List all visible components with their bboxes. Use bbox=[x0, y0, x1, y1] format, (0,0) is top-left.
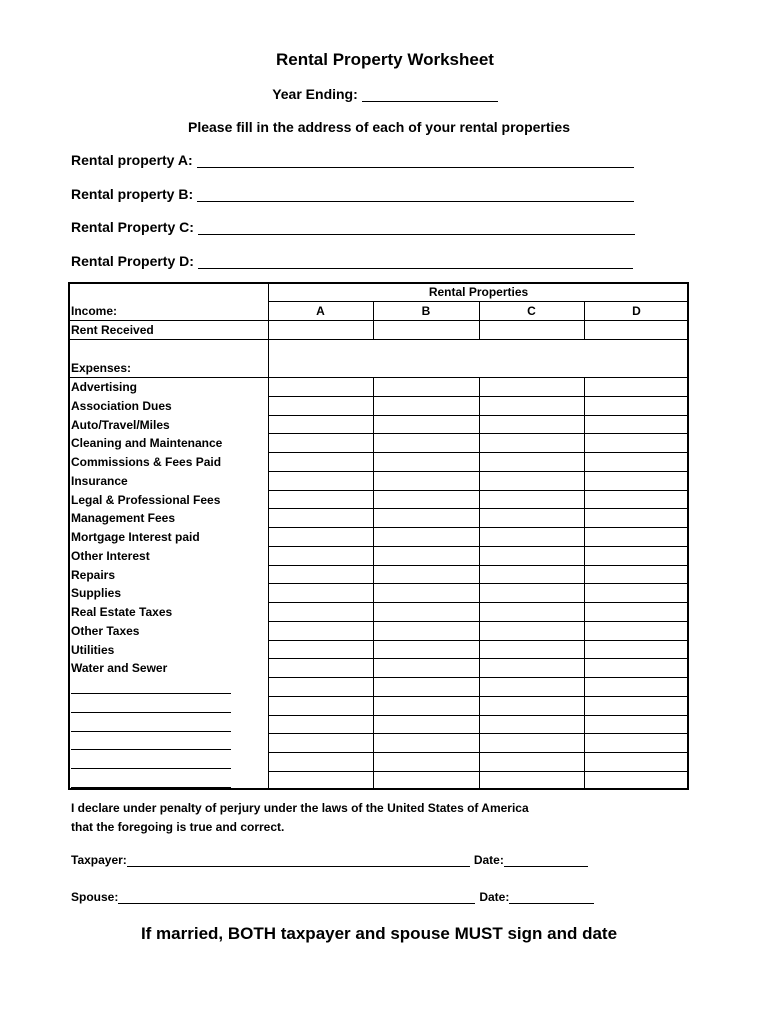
expense-cell-a[interactable] bbox=[268, 433, 373, 452]
expense-row-label: Management Fees bbox=[71, 511, 176, 526]
expense-cell-a[interactable] bbox=[268, 771, 373, 790]
expense-row-label: Repairs bbox=[71, 567, 116, 582]
expense-row-label: Real Estate Taxes bbox=[71, 605, 173, 619]
expense-cell-b[interactable] bbox=[373, 527, 479, 546]
expense-cell-c[interactable] bbox=[479, 546, 584, 565]
expense-cell-a[interactable] bbox=[268, 508, 373, 527]
property-d-row bbox=[71, 253, 633, 269]
rent-received-cell-a[interactable] bbox=[268, 320, 373, 339]
expense-cell-c[interactable] bbox=[479, 490, 584, 509]
taxpayer-date-field[interactable] bbox=[504, 854, 588, 867]
declaration-line-2: that the foregoing is true and correct. bbox=[71, 820, 285, 834]
expense-cell-b[interactable] bbox=[373, 490, 479, 509]
expense-cell-c[interactable] bbox=[479, 433, 584, 452]
expense-cell-a[interactable] bbox=[268, 677, 373, 696]
expense-cell-d[interactable] bbox=[584, 415, 689, 434]
expense-row-label: Utilities bbox=[71, 642, 115, 657]
expense-cell-b[interactable] bbox=[373, 433, 479, 452]
column-b-header: B bbox=[421, 304, 431, 318]
expense-cell-c[interactable] bbox=[479, 752, 584, 771]
expense-cell-d[interactable] bbox=[584, 490, 689, 509]
expense-cell-c[interactable] bbox=[479, 377, 584, 396]
expense-cell-b[interactable] bbox=[373, 715, 479, 734]
property-a-row bbox=[71, 152, 634, 168]
expense-cell-c[interactable] bbox=[479, 677, 584, 696]
expense-row-label: Insurance bbox=[71, 473, 128, 488]
custom-expense-label-field[interactable] bbox=[71, 749, 231, 750]
expense-cell-b[interactable] bbox=[373, 602, 479, 621]
expense-cell-b[interactable] bbox=[373, 583, 479, 602]
taxpayer-signature-row bbox=[71, 853, 588, 867]
page-title: Rental Property Worksheet bbox=[276, 50, 494, 69]
rental-properties-header: Rental Properties bbox=[428, 285, 529, 299]
expense-cell-b[interactable] bbox=[373, 677, 479, 696]
expense-cell-a[interactable] bbox=[268, 640, 373, 659]
expense-cell-c[interactable] bbox=[479, 452, 584, 471]
taxpayer-label: Taxpayer: bbox=[71, 853, 127, 867]
expense-cell-c[interactable] bbox=[479, 621, 584, 640]
expense-cell-a[interactable] bbox=[268, 377, 373, 396]
expense-cell-c[interactable] bbox=[479, 602, 584, 621]
rent-received-cell-d[interactable] bbox=[584, 320, 689, 339]
expense-cell-a[interactable] bbox=[268, 490, 373, 509]
expense-row-label: Legal & Professional Fees bbox=[71, 492, 221, 507]
expense-cell-d[interactable] bbox=[584, 621, 689, 640]
property-c-address-field[interactable] bbox=[198, 220, 635, 235]
property-b-address-field[interactable] bbox=[197, 187, 634, 202]
expense-cell-a[interactable] bbox=[268, 583, 373, 602]
custom-expense-label-field[interactable] bbox=[71, 693, 231, 694]
custom-expense-label-field[interactable] bbox=[71, 787, 231, 788]
expense-cell-d[interactable] bbox=[584, 508, 689, 527]
custom-expense-label-field[interactable] bbox=[71, 731, 231, 732]
expense-cell-c[interactable] bbox=[479, 771, 584, 790]
expense-row-label: Other Taxes bbox=[71, 623, 140, 638]
expense-cell-a[interactable] bbox=[268, 415, 373, 434]
expense-cell-d[interactable] bbox=[584, 715, 689, 734]
expense-cell-d[interactable] bbox=[584, 602, 689, 621]
column-c-header: C bbox=[527, 304, 536, 318]
table-row-divider bbox=[68, 339, 689, 340]
property-a-address-field[interactable] bbox=[197, 153, 634, 168]
expense-cell-b[interactable] bbox=[373, 377, 479, 396]
year-ending-label: Year Ending: bbox=[272, 86, 358, 102]
expense-cell-d[interactable] bbox=[584, 677, 689, 696]
expense-cell-d[interactable] bbox=[584, 565, 689, 584]
expense-cell-c[interactable] bbox=[479, 396, 584, 415]
expense-cell-a[interactable] bbox=[268, 621, 373, 640]
expense-cell-b[interactable] bbox=[373, 640, 479, 659]
expense-cell-d[interactable] bbox=[584, 752, 689, 771]
expense-cell-d[interactable] bbox=[584, 771, 689, 790]
expense-cell-a[interactable] bbox=[268, 715, 373, 734]
taxpayer-signature-field[interactable] bbox=[127, 854, 470, 867]
expense-row-label: Auto/Travel/Miles bbox=[71, 417, 170, 432]
property-b-row bbox=[71, 186, 634, 202]
custom-expense-label-field[interactable] bbox=[71, 768, 231, 769]
expense-cell-b[interactable] bbox=[373, 452, 479, 471]
expense-cell-b[interactable] bbox=[373, 471, 479, 490]
expense-cell-b[interactable] bbox=[373, 696, 479, 715]
expense-cell-d[interactable] bbox=[584, 583, 689, 602]
expense-cell-b[interactable] bbox=[373, 565, 479, 584]
expense-cell-c[interactable] bbox=[479, 715, 584, 734]
taxpayer-date-label: Date: bbox=[473, 853, 504, 867]
expense-cell-d[interactable] bbox=[584, 452, 689, 471]
expense-cell-c[interactable] bbox=[479, 733, 584, 752]
expense-cell-b[interactable] bbox=[373, 546, 479, 565]
expense-cell-d[interactable] bbox=[584, 546, 689, 565]
expense-cell-c[interactable] bbox=[479, 508, 584, 527]
expense-cell-b[interactable] bbox=[373, 621, 479, 640]
expense-cell-b[interactable] bbox=[373, 733, 479, 752]
expense-cell-a[interactable] bbox=[268, 696, 373, 715]
spouse-signature-field[interactable] bbox=[118, 891, 475, 904]
declaration-line-1: I declare under penalty of perjury under the laws of the United States of America bbox=[71, 801, 529, 815]
married-signature-notice: If married, BOTH taxpayer and spouse MUST sign and date bbox=[140, 924, 618, 943]
expense-cell-a[interactable] bbox=[268, 752, 373, 771]
spouse-signature-row bbox=[71, 890, 594, 904]
expense-cell-c[interactable] bbox=[479, 471, 584, 490]
spouse-date-label: Date: bbox=[479, 890, 510, 904]
expense-cell-d[interactable] bbox=[584, 396, 689, 415]
expense-cell-a[interactable] bbox=[268, 658, 373, 677]
expense-cell-c[interactable] bbox=[479, 658, 584, 677]
expense-cell-c[interactable] bbox=[479, 527, 584, 546]
expense-cell-d[interactable] bbox=[584, 433, 689, 452]
rent-received-label: Rent Received bbox=[71, 323, 154, 337]
property-b-label: Rental property B: bbox=[71, 186, 194, 202]
expense-row-label: Other Interest bbox=[71, 548, 150, 563]
rent-received-cell-c[interactable] bbox=[479, 320, 584, 339]
expense-cell-d[interactable] bbox=[584, 640, 689, 659]
expense-cell-c[interactable] bbox=[479, 565, 584, 584]
rent-received-cell-b[interactable] bbox=[373, 320, 479, 339]
expense-cell-c[interactable] bbox=[479, 640, 584, 659]
expense-cell-c[interactable] bbox=[479, 415, 584, 434]
expense-cell-d[interactable] bbox=[584, 471, 689, 490]
expense-cell-b[interactable] bbox=[373, 752, 479, 771]
expense-cell-a[interactable] bbox=[268, 527, 373, 546]
expense-cell-a[interactable] bbox=[268, 471, 373, 490]
expense-cell-d[interactable] bbox=[584, 377, 689, 396]
expense-row-label: Supplies bbox=[71, 586, 122, 601]
expense-cell-d[interactable] bbox=[584, 527, 689, 546]
expense-cell-c[interactable] bbox=[479, 696, 584, 715]
expense-cell-a[interactable] bbox=[268, 396, 373, 415]
expense-cell-a[interactable] bbox=[268, 546, 373, 565]
expense-row-label: Water and Sewer bbox=[71, 661, 168, 676]
expense-cell-a[interactable] bbox=[268, 565, 373, 584]
column-d-header: D bbox=[632, 304, 641, 318]
expense-cell-a[interactable] bbox=[268, 452, 373, 471]
custom-expense-label-field[interactable] bbox=[71, 712, 231, 713]
address-instruction: Please fill in the address of each of your rental properties bbox=[188, 119, 570, 135]
property-d-address-field[interactable] bbox=[198, 254, 633, 269]
spouse-date-field[interactable] bbox=[509, 891, 594, 904]
expense-cell-c[interactable] bbox=[479, 583, 584, 602]
year-ending-field[interactable] bbox=[362, 87, 498, 102]
property-a-label: Rental property A: bbox=[71, 152, 193, 168]
expense-row-label: Advertising bbox=[71, 380, 138, 394]
expense-cell-b[interactable] bbox=[373, 658, 479, 677]
expense-cell-a[interactable] bbox=[268, 602, 373, 621]
column-a-header: A bbox=[316, 304, 325, 318]
expense-cell-b[interactable] bbox=[373, 508, 479, 527]
expense-row-label: Mortgage Interest paid bbox=[71, 530, 200, 544]
expense-cell-d[interactable] bbox=[584, 733, 689, 752]
spouse-label: Spouse: bbox=[71, 890, 119, 904]
expense-cell-a[interactable] bbox=[268, 733, 373, 752]
year-ending-row bbox=[0, 86, 770, 102]
expenses-label: Expenses: bbox=[71, 361, 132, 375]
income-label: Income: bbox=[71, 304, 118, 318]
expense-row-label: Association Dues bbox=[71, 398, 172, 413]
expense-cell-b[interactable] bbox=[373, 396, 479, 415]
expense-cell-d[interactable] bbox=[584, 658, 689, 677]
property-c-row bbox=[71, 219, 635, 235]
expense-cell-b[interactable] bbox=[373, 771, 479, 790]
expense-row-label: Cleaning and Maintenance bbox=[71, 436, 223, 451]
expense-cell-b[interactable] bbox=[373, 415, 479, 434]
expense-row-label: Commissions & Fees Paid bbox=[71, 455, 222, 469]
property-d-label: Rental Property D: bbox=[71, 253, 194, 269]
expense-cell-d[interactable] bbox=[584, 696, 689, 715]
property-c-label: Rental Property C: bbox=[71, 219, 194, 235]
